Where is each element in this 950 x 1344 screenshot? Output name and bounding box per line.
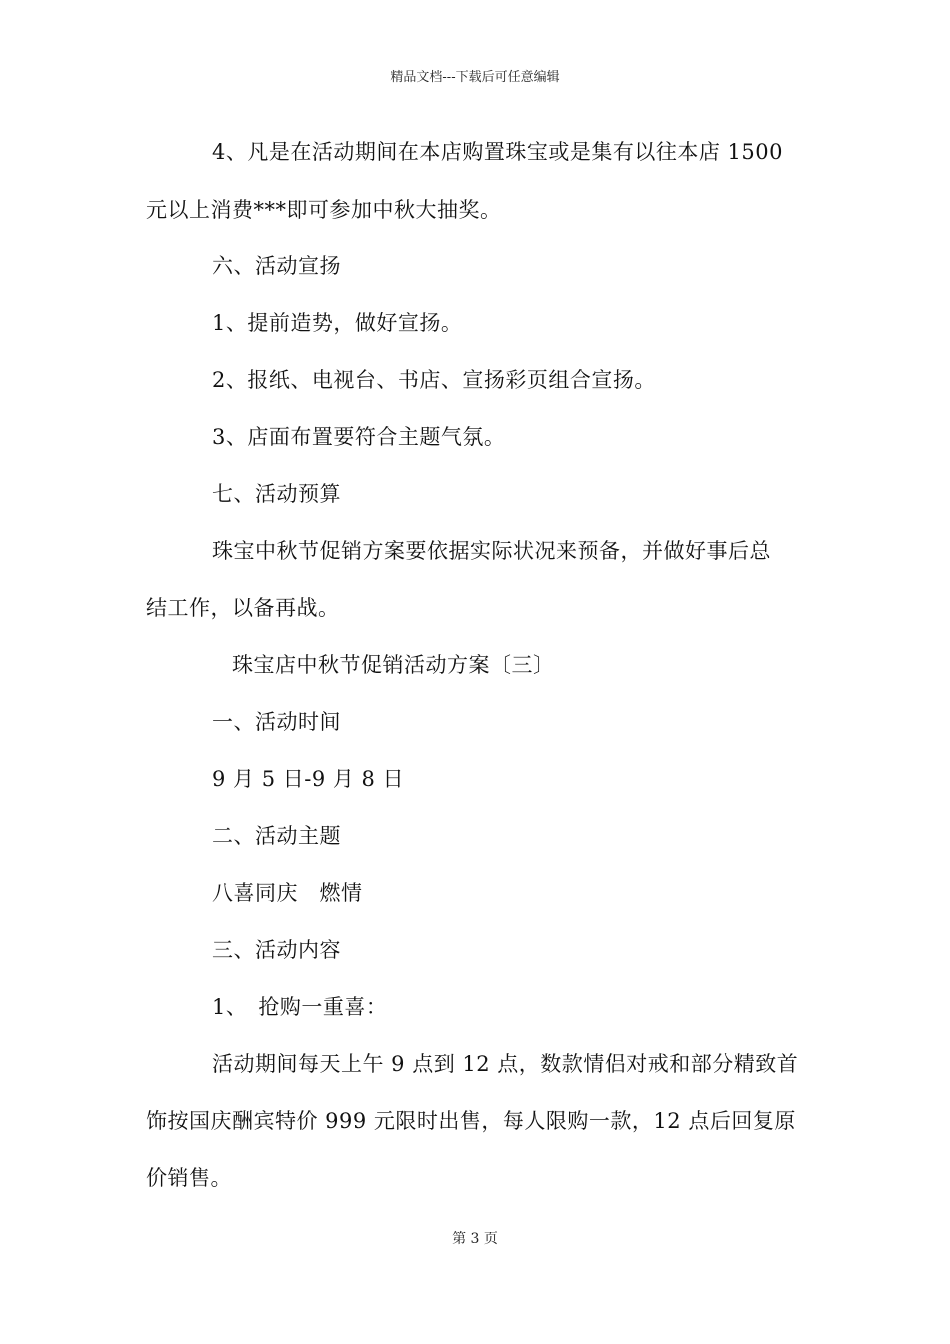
paragraph-line: 饰按国庆酬宾特价 999 元限时出售，每人限购一款，12 点后回复原 <box>146 1109 796 1133</box>
section-heading: 六、活动宣扬 <box>212 254 341 278</box>
section-heading: 二、活动主题 <box>212 824 341 848</box>
paragraph-line: 元以上消费***即可参加中秋大抽奖。 <box>146 198 502 222</box>
paragraph-line: 活动期间每天上午 9 点到 12 点，数款情侣对戒和部分精致首 <box>212 1052 799 1076</box>
paragraph-line: 价销售。 <box>146 1166 232 1190</box>
list-item: 3、店面布置要符合主题气氛。 <box>212 425 506 449</box>
list-item: 1、 抢购一重喜： <box>212 995 388 1019</box>
paragraph-line: 八喜同庆 燃情 <box>212 881 363 905</box>
document-title: 珠宝店中秋节促销活动方案〔三〕 <box>232 653 555 677</box>
paragraph-line: 4、凡是在活动期间在本店购置珠宝或是集有以往本店 1500 <box>212 140 783 164</box>
page-number: 第 3 页 <box>452 1231 498 1247</box>
paragraph-line: 珠宝中秋节促销方案要依据实际状况来预备，并做好事后总 <box>212 539 771 563</box>
paragraph-line: 结工作，以备再战。 <box>146 596 340 620</box>
list-item: 1、提前造势，做好宣扬。 <box>212 311 463 335</box>
section-heading: 一、活动时间 <box>212 710 341 734</box>
list-item: 2、报纸、电视台、书店、宣扬彩页组合宣扬。 <box>212 368 656 392</box>
section-heading: 七、活动预算 <box>212 482 341 506</box>
paragraph-line: 9 月 5 日-9 月 8 日 <box>212 767 405 791</box>
page-header: 精品文档---下载后可任意编辑 <box>390 70 560 85</box>
section-heading: 三、活动内容 <box>212 938 341 962</box>
